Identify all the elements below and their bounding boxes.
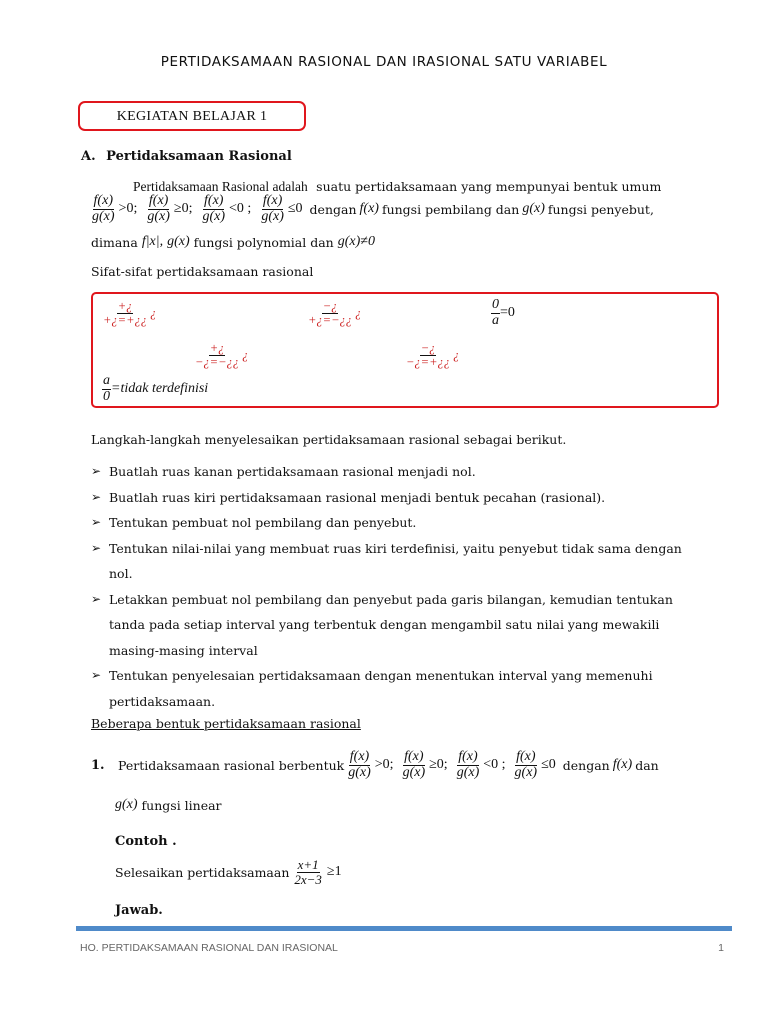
math-symbol: g(x) xyxy=(167,234,190,249)
example-line xyxy=(115,858,342,886)
step-line: Buatlah ruas kiri pertidaksamaan rasional menjadi bentuk pecahan (rasional). xyxy=(109,489,606,505)
forms-heading: Beberapa bentuk pertidaksamaan rasional xyxy=(91,716,361,731)
page-number: 1 xyxy=(718,942,724,954)
property-1 xyxy=(102,300,156,327)
step-text xyxy=(109,663,653,714)
text: fungsi pembilang dan xyxy=(381,201,520,217)
step-line: masing-masing interval xyxy=(109,642,258,658)
step-text xyxy=(109,485,605,511)
arrow-bullet-icon: ➢ xyxy=(91,540,102,555)
math-symbol: f(x) xyxy=(359,201,379,217)
dimana-line xyxy=(91,234,375,250)
math-symbol: g(x)≠0 xyxy=(337,234,375,249)
text: dengan xyxy=(309,201,357,217)
relation: <0 ; xyxy=(483,757,506,773)
fraction: $\frac{x+1}{2x-3}$ xyxy=(294,857,322,887)
math-symbol: f|x|, xyxy=(141,234,164,249)
step-line: pertidaksamaan. xyxy=(109,693,216,709)
fraction: $\frac{f(x)}{g(x)}$ xyxy=(92,193,115,224)
step-item xyxy=(91,587,721,664)
step-item xyxy=(91,459,721,485)
relation: ≤0 xyxy=(287,201,303,217)
text: fungsi polynomial dan xyxy=(193,234,334,250)
text: Pertidaksamaan rasional berbentuk xyxy=(118,757,345,773)
step-text xyxy=(109,587,673,664)
fraction: $\frac{f(x)}{g(x)}$ xyxy=(202,193,226,224)
step-text xyxy=(109,459,476,485)
activity-label: KEGIATAN BELAJAR 1 xyxy=(116,109,268,124)
section-heading xyxy=(81,149,292,164)
fraction: $\frac{a}{0}$ xyxy=(103,373,110,404)
arrow-bullet-icon: ➢ xyxy=(91,489,102,504)
arrow-bullet-icon: ➢ xyxy=(91,515,102,529)
property-6 xyxy=(102,374,208,404)
answer-label: Jawab. xyxy=(115,903,163,918)
properties-heading: Sifat-sifat pertidaksamaan rasional xyxy=(91,264,314,279)
section-letter: A. xyxy=(81,149,96,164)
form1-line xyxy=(91,750,659,780)
symbol: ¿ xyxy=(242,348,249,363)
relation: <0 ; xyxy=(229,201,252,217)
fraction: $\frac{f(x)}{g(x)}$ xyxy=(147,193,170,224)
text: dimana xyxy=(91,234,138,250)
page-title: PERTIDAKSAMAAN RASIONAL DAN IRASIONAL SATU VARIABEL xyxy=(160,54,608,70)
property-2 xyxy=(307,300,361,327)
arrow-bullet-icon: ➢ xyxy=(91,464,102,478)
fraction: $\frac{f(x)}{g(x)}$ xyxy=(456,749,480,780)
arrow-bullet-icon: ➢ xyxy=(91,591,102,606)
step-text xyxy=(109,510,416,536)
property-3 xyxy=(491,298,515,328)
relation: ≥0; xyxy=(173,201,193,217)
relation: ≥1 xyxy=(326,864,342,880)
symbol: ¿ xyxy=(150,306,157,321)
text: Selesaikan pertidaksamaan xyxy=(115,864,290,880)
step-text xyxy=(109,536,682,587)
math-symbol: f(x) xyxy=(612,757,633,773)
step-item xyxy=(91,536,721,587)
intro-lead: Pertidaksamaan Rasional adalah xyxy=(133,179,308,194)
symbol: =tidak terdefinisi xyxy=(111,381,209,397)
step-line: nol. xyxy=(109,566,133,581)
relation: ≤0 xyxy=(541,757,556,773)
text: dengan xyxy=(562,757,610,773)
step-item xyxy=(91,510,721,536)
steps-list xyxy=(91,459,721,714)
step-line: Buatlah ruas kanan pertidaksamaan rasional menjadi nol. xyxy=(109,464,476,479)
symbol: =0 xyxy=(500,305,515,321)
step-line: Tentukan penyelesaian pertidaksamaan dengan menentukan interval yang memenuhi xyxy=(109,668,653,683)
relation: >0; xyxy=(374,757,394,773)
step-line: tanda pada setiap interval yang terbentuk dengan mengambil satu nilai yang mewakili xyxy=(109,617,660,632)
footer-rule xyxy=(76,926,732,931)
relation: >0; xyxy=(118,201,138,217)
fraction: $\frac{f(x)}{g(x)}$ xyxy=(348,749,371,780)
section-title: Pertidaksamaan Rasional xyxy=(106,149,292,164)
symbol: ¿ xyxy=(355,306,362,321)
text: fungsi linear xyxy=(141,797,222,813)
fraction: $\frac{f(x)}{g(x)}$ xyxy=(402,749,426,780)
step-item xyxy=(91,663,721,714)
text: fungsi penyebut, xyxy=(547,201,654,217)
fraction: $\frac{f(x)}{g(x)}$ xyxy=(514,749,538,780)
math-symbol: g(x) xyxy=(115,797,138,812)
fraction: $\frac{+¿}{-¿=-¿¿}$ xyxy=(195,341,240,370)
intro-rest: suatu pertidaksamaan yang mempunyai bentuk umum xyxy=(316,179,662,194)
general-form-line xyxy=(91,194,654,224)
fraction: $\frac{-¿}{-¿=+¿¿}$ xyxy=(406,341,451,370)
symbol: ¿ xyxy=(453,348,460,363)
step-line: Tentukan nilai-nilai yang membuat ruas kiri terdefinisi, yaitu penyebut tidak sama dengan xyxy=(109,540,682,556)
footer-text: HO. PERTIDAKSAMAAN RASIONAL DAN IRASIONAL xyxy=(80,942,338,954)
property-5 xyxy=(405,342,459,369)
fraction: $\frac{f(x)}{g(x)}$ xyxy=(261,193,284,224)
fraction: $\frac{0}{a}$ xyxy=(492,297,499,328)
step-line: Tentukan pembuat nol pembilang dan penyebut. xyxy=(109,515,417,530)
arrow-bullet-icon: ➢ xyxy=(91,668,102,682)
form1-linear-line xyxy=(115,797,222,813)
relation: ≥0; xyxy=(429,757,448,773)
item-number: 1. xyxy=(91,757,105,773)
step-line: Letakkan pembuat nol pembilang dan penyebut pada garis bilangan, kemudian tentukan xyxy=(109,591,673,607)
math-symbol: g(x) xyxy=(522,201,545,217)
example-label: Contoh . xyxy=(115,834,177,849)
steps-intro: Langkah-langkah menyelesaikan pertidaksamaan rasional sebagai berikut. xyxy=(91,432,567,447)
fraction: $\frac{+¿}{+¿=+¿¿}$ xyxy=(103,299,148,328)
property-4 xyxy=(194,342,248,369)
step-item xyxy=(91,485,721,511)
fraction: $\frac{-¿}{+¿=-¿¿}$ xyxy=(308,299,353,328)
text: dan xyxy=(635,757,659,773)
